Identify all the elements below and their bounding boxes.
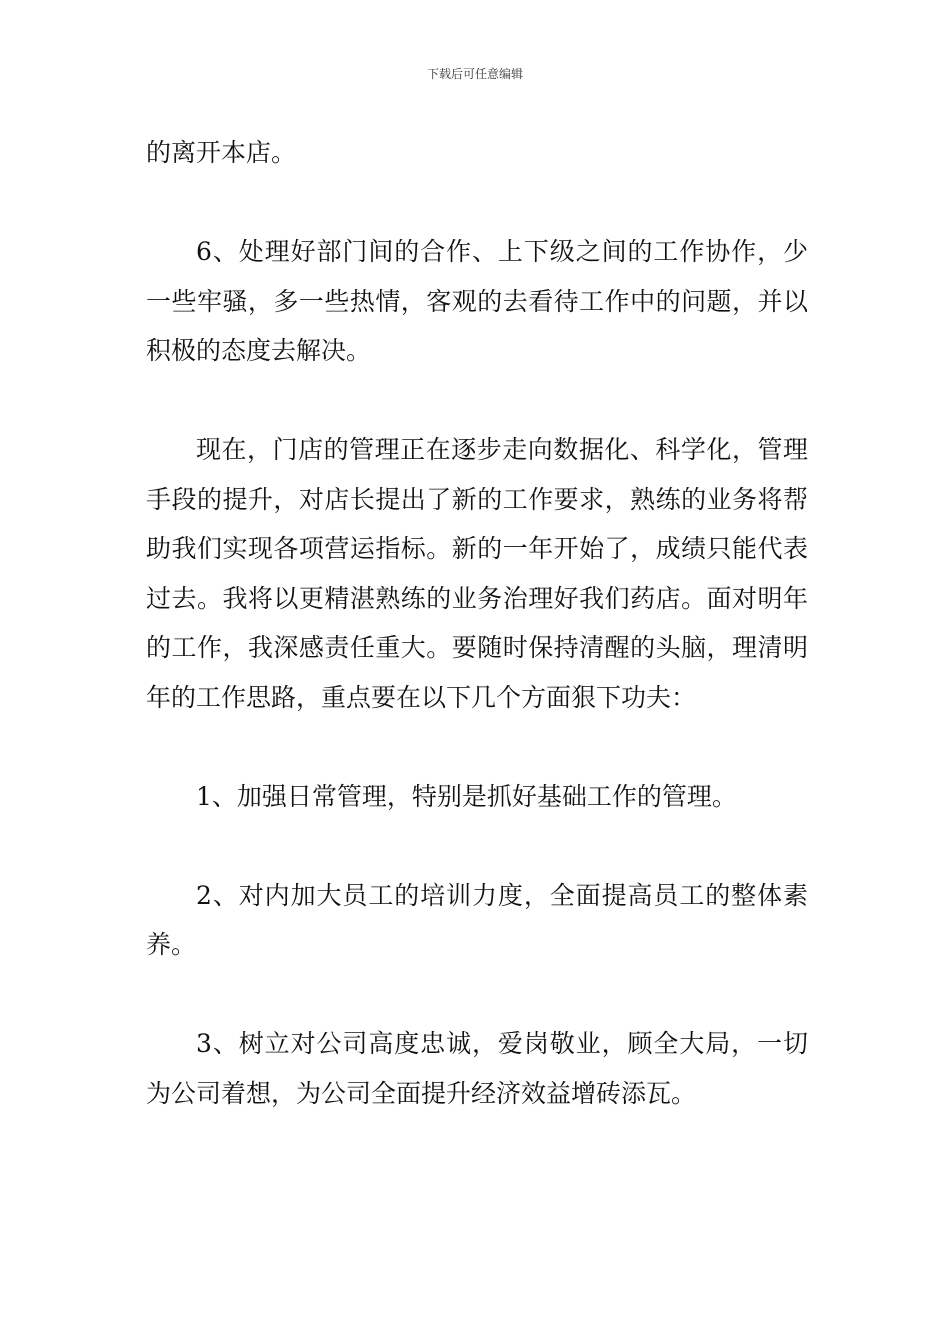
paragraph-plan-3: 3、树立对公司高度忠诚，爱岗敬业，顾全大局，一切为公司着想，为公司全面提升经济效益增砖添瓦。 (146, 1029, 808, 1108)
paragraph-plan-1: 1、加强日常管理，特别是抓好基础工作的管理。 (196, 781, 737, 811)
paragraph-plan-2: 2、对内加大员工的培训力度，全面提高员工的整体素养。 (146, 880, 808, 959)
paragraph-gap (146, 722, 808, 772)
paragraph-item-6: 6、处理好部门间的合作、上下级之间的工作协作，少一些牢骚，多一些热情，客观的去看待工作中的问题，并以积极的态度去解决。 (146, 237, 808, 365)
paragraph-summary: 现在，门店的管理正在逐步走向数据化、科学化，管理手段的提升，对店长提出了新的工作要求，熟练的业务将帮助我们实现各项营运指标。新的一年开始了，成绩只能代表过去。我将以更精湛熟练的业务治理好我们药店。面对明年的工作，我深感责任重大。要随时保持清醒的头脑，理清明年的工作思路，重点要在以下几个方面狠下功夫： (146, 435, 808, 712)
paragraph-continuation: 的离开本店。 (146, 138, 297, 167)
paragraph-gap (146, 970, 808, 1020)
page-header: 下载后可任意编辑 (426, 67, 523, 81)
paragraph-gap (146, 821, 808, 871)
paragraph-gap (146, 178, 808, 228)
document-body (146, 128, 808, 1118)
paragraph-gap (146, 376, 808, 426)
